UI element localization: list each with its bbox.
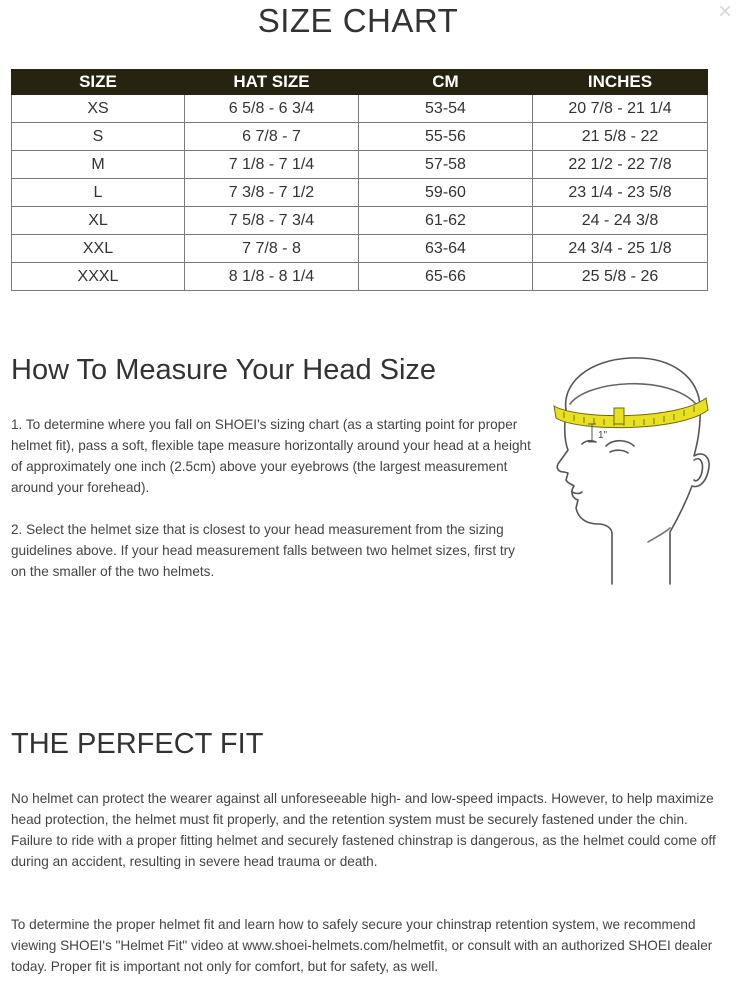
table-cell: 21 5/8 - 22 [533, 123, 708, 151]
fit-paragraph-1: No helmet can protect the wearer against all unforeseeable high- and low-speed impacts. However, to help maximize head protection, the helmet must fit properly, and the retention system must be securely fastened under the chin. Failure to ride with a proper fitting helmet and securely fastened chinstrap is dangerous, as the helmet could come off during an accident, resulting in severe head trauma or death. [11, 791, 716, 869]
close-icon[interactable]: × [718, 0, 733, 25]
table-cell: 7 3/8 - 7 1/2 [185, 179, 359, 207]
table-cell: 24 - 24 3/8 [533, 207, 708, 235]
column-header: INCHES [533, 70, 708, 95]
table-cell: XL [12, 207, 185, 235]
table-header-row [12, 70, 708, 95]
column-header: SIZE [12, 70, 185, 95]
head-measurement-illustration [548, 352, 714, 586]
inch-label: 1" [598, 430, 608, 441]
table-cell: 59-60 [359, 179, 533, 207]
measure-step-1: 1. To determine where you fall on SHOEI's sizing chart (as a starting point for proper helmet fit), pass a soft, flexible tape measure horizontally around your head at a height of approximately one inch (2.5cm) above your eyebrows (the largest measurement around your forehead). [11, 417, 531, 495]
table-row [12, 235, 708, 263]
table-cell: 61-62 [359, 207, 533, 235]
table-cell: XXXL [12, 263, 185, 291]
table-cell: 25 5/8 - 26 [533, 263, 708, 291]
fit-heading: THE PERFECT FIT [11, 728, 264, 760]
measure-heading: How To Measure Your Head Size [11, 354, 437, 386]
table-cell: 57-58 [359, 151, 533, 179]
table-cell: 63-64 [359, 235, 533, 263]
table-cell: 24 3/4 - 25 1/8 [533, 235, 708, 263]
table-cell: 7 7/8 - 8 [185, 235, 359, 263]
table-row [12, 207, 708, 235]
table-cell: 6 5/8 - 6 3/4 [185, 95, 359, 123]
table-cell: 20 7/8 - 21 1/4 [533, 95, 708, 123]
table-cell: 8 1/8 - 8 1/4 [185, 263, 359, 291]
table-cell: 6 7/8 - 7 [185, 123, 359, 151]
table-cell: M [12, 151, 185, 179]
table-cell: 23 1/4 - 23 5/8 [533, 179, 708, 207]
fit-paragraph-2: To determine the proper helmet fit and learn how to safely secure your chinstrap retention system, we recommend viewing SHOEI's "Helmet Fit" video at www.shoei-helmets.com/helmetfit, or consult with an authorized SHOEI dealer today. Proper fit is important not only for comfort, but for safety, as well. [11, 917, 713, 974]
table-row [12, 179, 708, 207]
table-row [12, 151, 708, 179]
table-cell: S [12, 123, 185, 151]
table-cell: 53-54 [359, 95, 533, 123]
column-header: HAT SIZE [185, 70, 359, 95]
table-row [12, 123, 708, 151]
table-cell: 55-56 [359, 123, 533, 151]
page-title: SIZE CHART [257, 2, 459, 39]
table-cell: XXL [12, 235, 185, 263]
table-cell: 65-66 [359, 263, 533, 291]
table-cell: 7 1/8 - 7 1/4 [185, 151, 359, 179]
table-cell: 7 5/8 - 7 3/4 [185, 207, 359, 235]
column-header: CM [359, 70, 533, 95]
table-row [12, 95, 708, 123]
table-cell: L [12, 179, 185, 207]
measure-step-2: 2. Select the helmet size that is closest to your head measurement from the sizing guidelines above. If your head measurement falls between two helmet sizes, first try on the smaller of the two helmets. [11, 522, 515, 579]
size-chart-table [11, 69, 708, 291]
table-cell: 22 1/2 - 22 7/8 [533, 151, 708, 179]
table-cell: XS [12, 95, 185, 123]
table-row [12, 263, 708, 291]
